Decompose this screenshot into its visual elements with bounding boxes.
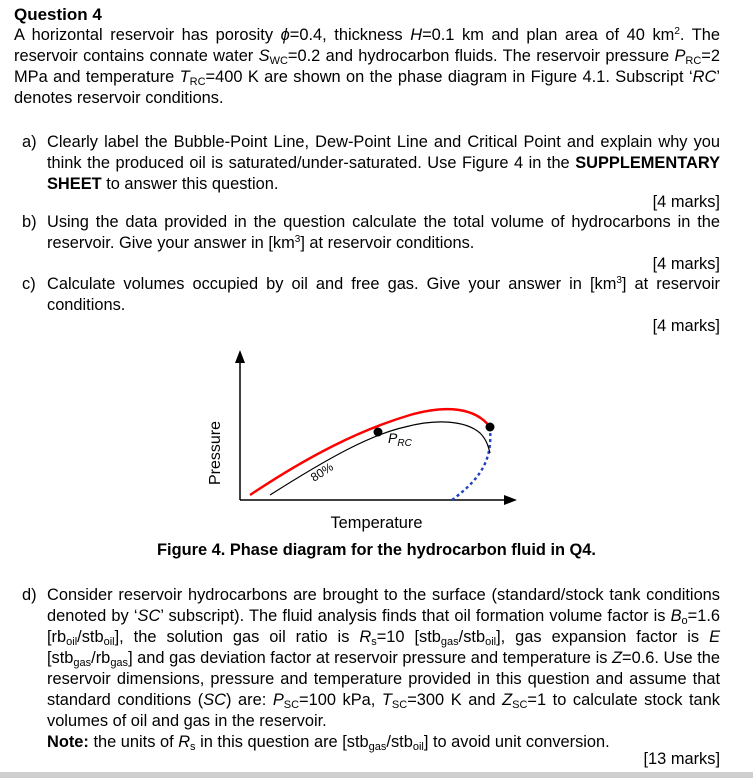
subscript: gas	[368, 741, 387, 753]
part-a-text-1: Clearly label the Bubble-Point Line, Dew-Point Line and Critical Point and explain why you think the produced oil is saturated/under-saturated. Use Figure 4 in the	[47, 133, 720, 172]
subscript: gas	[440, 636, 459, 648]
note-text: in this question are [stb	[195, 733, 369, 751]
part-d-text: [stb	[47, 649, 74, 667]
part-d-text: ) are:	[225, 691, 273, 709]
part-b-marks: [4 marks]	[652, 255, 720, 273]
e-symbol: E	[709, 628, 720, 646]
part-b-text-2: ] at reservoir conditions.	[300, 234, 475, 252]
part-d-text: =10 [stb	[376, 628, 441, 646]
y-axis-arrow-icon	[235, 350, 245, 363]
superscript: 2	[674, 26, 680, 37]
part-d-text: Consider reservoir hydrocarbons are brought to the surface (standard/stock tank conditions denoted by ‘	[47, 586, 720, 625]
swc-symbol: S	[258, 47, 270, 65]
subscript: oil	[412, 741, 424, 753]
subscript: gas	[73, 657, 92, 669]
part-a-text-2: to answer this question.	[101, 175, 279, 193]
part-c-text-2: ] at reservoir conditions.	[47, 275, 720, 314]
subscript: s	[190, 741, 196, 753]
intro-text: A horizontal reservoir has porosity	[14, 26, 281, 44]
part-d	[22, 585, 720, 753]
part-a	[22, 132, 720, 195]
question-intro	[14, 25, 720, 109]
supplementary-sheet-bold: SUPPLEMENTARY SHEET	[47, 154, 720, 193]
x-axis-arrow-icon	[504, 495, 517, 505]
part-d-text: ], gas expansion factor is	[496, 628, 710, 646]
subscript: SC	[391, 699, 408, 711]
subscript: gas	[110, 657, 129, 669]
rc-symbol: RC	[692, 68, 717, 86]
sc-symbol: SC	[203, 691, 226, 709]
reservoir-point	[374, 428, 383, 437]
part-d-text: /rb	[91, 649, 111, 667]
part-b	[22, 212, 720, 254]
bo-symbol: B	[670, 607, 682, 625]
part-d-text: ] and gas deviation factor at reservoir pressure and temperature is	[128, 649, 612, 667]
part-b-label: b)	[22, 213, 37, 231]
intro-text: =2 MPa and temperature	[14, 47, 720, 86]
part-b-text	[47, 212, 720, 254]
part-c-label: c)	[22, 275, 36, 293]
critical-point	[486, 423, 495, 432]
prc-symbol: P	[674, 47, 686, 65]
point-label: $P_{RC}$	[388, 430, 412, 449]
psc-symbol: P	[272, 691, 284, 709]
note-text: ] to avoid unit conversion.	[423, 733, 610, 751]
x-axis-label: Temperature	[330, 514, 423, 532]
z-symbol: Z	[612, 649, 623, 667]
part-a-label: a)	[22, 133, 37, 151]
intro-text: =400 K are shown on the phase diagram in Figure 4.1. Subscript ‘	[205, 68, 693, 86]
part-d-text: ’ subscript). The fluid analysis finds that oil formation volume factor is	[160, 607, 671, 625]
figure-caption: Figure 4. Phase diagram for the hydrocarbon fluid in Q4.	[157, 541, 596, 559]
subscript: oil	[103, 636, 115, 648]
intro-text: =0.4, thickness	[289, 26, 411, 44]
part-a-marks: [4 marks]	[652, 193, 720, 211]
subscript: oil	[485, 636, 497, 648]
note-text: the units of	[88, 733, 179, 751]
rs-symbol: R	[178, 733, 191, 751]
part-c-marks: [4 marks]	[652, 317, 720, 335]
part-d-marks: [13 marks]	[643, 750, 720, 768]
page-bottom-border	[0, 772, 753, 778]
part-b-text-1: Using the data provided in the question calculate the total volume of hydrocarbons in the reservoir. Give your answer in [km	[47, 213, 720, 252]
subscript: SC	[283, 699, 300, 711]
tsc-symbol: T	[381, 691, 392, 709]
subscript: RC	[685, 55, 702, 67]
part-c-text-1: Calculate volumes occupied by oil and free gas. Give your answer in [km	[47, 275, 617, 293]
intro-text: =0.1 km and plan area of 40 km	[422, 26, 675, 44]
intro-text: ’ denotes reservoir conditions.	[14, 68, 720, 107]
part-c	[22, 274, 720, 316]
porosity-symbol: ϕ	[280, 26, 290, 44]
intro-text: . The reservoir contains connate water	[14, 26, 721, 65]
part-d-text: =300 K and	[407, 691, 503, 709]
part-d-text: ], the solution gas oil ratio is	[114, 628, 360, 646]
part-d-text: =0.6. Use the reservoir dimensions, pressure and temperature provided in this question and assume that standard conditions (	[47, 649, 720, 709]
superscript: 3	[294, 234, 301, 245]
part-a-text	[47, 132, 720, 195]
part-d-text: =1 to calculate stock tank volumes of oil and gas in the reservoir.	[47, 691, 720, 730]
note-text: /stb	[386, 733, 413, 751]
part-d-text	[47, 585, 720, 753]
intro-text: =0.2 and hydrocarbon fluids. The reservoir pressure	[287, 47, 675, 65]
superscript: 3	[616, 275, 622, 286]
part-d-label: d)	[22, 586, 37, 604]
part-d-text: /stb	[458, 628, 486, 646]
y-axis-label: Pressure	[207, 420, 224, 485]
sc-symbol: SC	[137, 607, 161, 625]
subscript: WC	[269, 55, 288, 67]
note-bold: Note:	[47, 733, 89, 751]
bubble-point-line	[250, 409, 490, 495]
part-d-text: =1.6 [rb	[47, 607, 721, 646]
subscript: o	[681, 615, 688, 627]
subscript: SC	[512, 699, 528, 711]
subscript: RC	[189, 76, 206, 88]
rs-symbol: R	[359, 628, 372, 646]
question-title: Question 4	[14, 5, 102, 24]
part-d-text: =100 kPa,	[299, 691, 382, 709]
thickness-symbol: H	[410, 26, 423, 44]
subscript: s	[371, 636, 377, 648]
part-d-text: /stb	[77, 628, 104, 646]
trc-symbol: T	[179, 68, 190, 86]
quality-label: 80%	[308, 459, 336, 485]
subscript: oil	[66, 636, 78, 648]
part-c-text	[47, 274, 720, 316]
zsc-symbol: Z	[502, 691, 513, 709]
